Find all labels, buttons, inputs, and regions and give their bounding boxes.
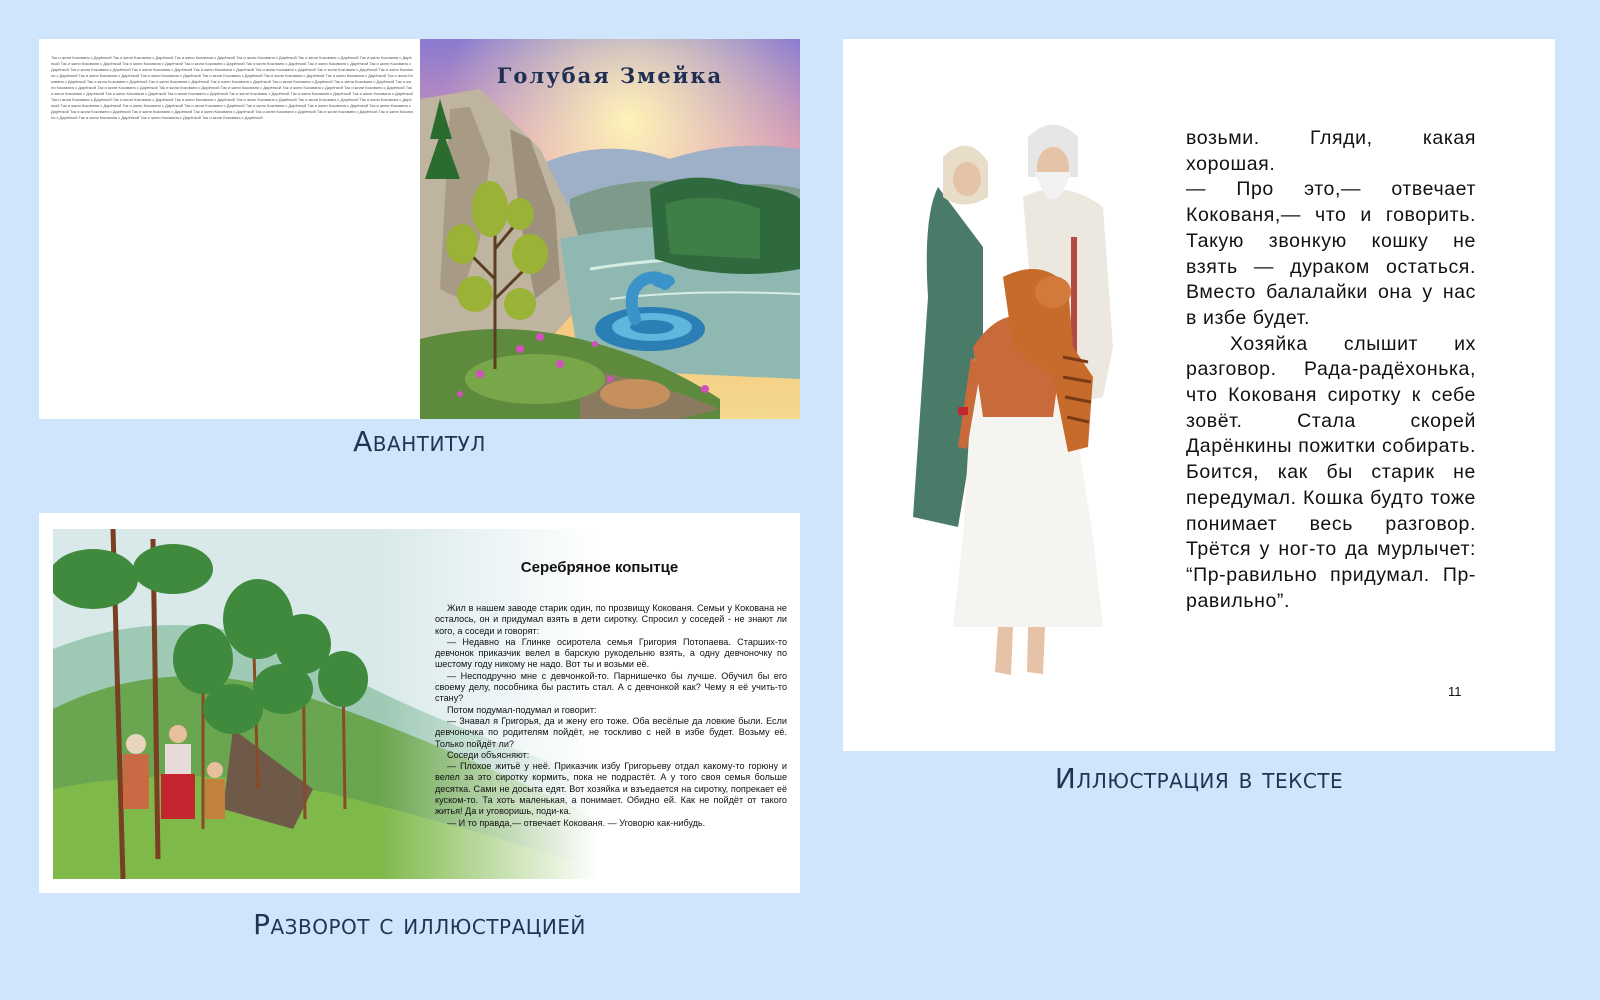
book-title: Голубая Змейка (496, 63, 724, 88)
caption-avantitul: Авантитул (353, 425, 486, 458)
body-paragraph: — Про это,— отвечает Кокованя,— что и говорить. Такую звонкую кошку не взять — дураком остаться. Вместо балалайки она у нас в избе будет. (1186, 178, 1476, 329)
body-paragraph: Хозяйка слышит их разговор. Рада-радёхонька, что Кокованя сиротку к себе зовёт. Стала скорей Дарёнкины пожитки собирать. Боится, как бы старик не передумал. Кошка будто тоже понимает весь разговор. Трётся у ног-то да мурлычет: “Пр-равильно придумал. Пр-равильно”. (1186, 332, 1476, 612)
avantitul-spread (39, 39, 800, 419)
story-paragraph: — Плохое житьё у неё. Приказчик избу Григорьеву отдал какому-то горюну и велел за это сиротку кормить, пока не подрастёт. А у того своя семья больше десятка. Сами не досыта едят. Вот хозяйка и взъедается на сиротку, попрекает её куском-то. Та хоть маленькая, а понимает. Обидно ей. Как не пойдёт от такого житья! Да и уговоришь, поди-ка. (435, 761, 787, 817)
placeholder-text: Так и жили Кокованя с Дарёнкой Так и жили Кокованя с Дарёнкой Так и жили Кокованя с Дарёнкой Так и жили Кокованя с Дарёнкой Так и жили Кокованя с Дарёнкой Так и жили Кокованя с Дарёнкой Так и жили Кокованя с Дарёнкой Так и жили Кокованя с Дарёнкой Так и жили Кокованя с Дарёнкой Так и жили Кокованя с Дарёнкой Так и жили Кокованя с Дарёнкой Так и жили Кокованя с Дарёнкой Так и жили Кокованя с Дарёнкой Так и жили Кокованя с Дарёнкой Так и жили Кокованя с Дарёнкой Так и жили Кокованя с Дарёнкой Так и жили Кокованя с Дарёнкой Так и жили Кокованя с Дарёнкой Так и жили Кокованя с Дарёнкой Так и жили Кокованя с Дарёнкой Так и жили Кокованя с Дарёнкой Так и жили Кокованя с Дарёнкой Так и жили Кокованя с Дарёнкой Так и жили Кокованя с Дарёнкой Так и жили Кокованя с Дарёнкой Так и жили Кокованя с Дарёнкой Так и жили Кокованя с Дарёнкой Так и жили Кокованя с Дарёнкой Так и жили Кокованя с Дарёнкой Так и жили Кокованя с Дарёнкой Так и жили Кокованя с Дарёнкой Так и жили Кокованя с Дарёнкой Так и жили Кокованя с Дарёнкой Так и жили Кокованя с Дарёнкой Так и жили Кокованя с Дарёнкой Так и жили Кокованя с Дарёнкой Так и жили Кокованя с Дарёнкой Так и жили Кокованя с Дарёнкой Так и жили Кокованя с Дарёнкой Так и жили Кокованя с Дарёнкой Так и жили Кокованя с Дарёнкой Так и жили Кокованя с Дарёнкой Так и жили Кокованя с Дарёнкой Так и жили Кокованя с Дарёнкой Так и жили Кокованя с Дарёнкой Так и жили Кокованя с Дарёнкой Так и жили Кокованя с Дарёнкой Так и жили Кокованя с Дарёнкой Так и жили Кокованя с Дарёнкой Так и жили Кокованя с Дарёнкой Так и жили Кокованя с Дарёнкой Так и жили Кокованя с Дарёнкой Так и жили Кокованя с Дарёнкой Так и жили Кокованя с Дарёнкой Так и жили Кокованя с Дарёнкой Так и жили Кокованя с Дарёнкой Так и жили Кокованя с Дарёнкой Так и жили Кокованя с Дарёнкой Так и жили Кокованя с Дарёнкой Так и жили Кокованя с Дарёнкой Так и жили Кокованя с Дарёнкой Так и жили Кокованя с Дарёнкой (51, 55, 413, 120)
page-number: 11 (1448, 684, 1462, 699)
story-paragraph: — Недавно на Глинке осиротела семья Григория Потопаева. Старших-то девчонок приказчик велел в барскую рукодельню взять, а одну девчоночку по шестому году никому не надо. Вот ты и возьми её. (435, 636, 787, 670)
story-paragraph: — Несподручно мне с девчонкой-то. Парнишечко бы лучше. Обучил бы его своему делу, пособника бы растить стал. А с девчонкой как? Чему я её учить-то стану? (435, 670, 787, 704)
caption-illustration: Иллюстрация в тексте (1054, 762, 1344, 795)
story-text (435, 603, 787, 829)
body-paragraph: возьми. Гляди, какая хорошая. (1186, 127, 1476, 175)
story-paragraph: Потом подумал-подумал и говорит: (447, 704, 597, 715)
story-paragraph: Соседи объясняют: (447, 749, 530, 760)
chapter-title: Серебряное копытце (520, 559, 679, 576)
spread-with-illustration (39, 513, 800, 893)
story-paragraph: — И то правда,— отвечает Кокованя. — Уговорю как-нибудь. (447, 817, 706, 828)
caption-spread: Разворот с иллюстрацией (253, 908, 586, 941)
page-body-text (1186, 126, 1476, 614)
snake-landscape-illustration (420, 39, 800, 419)
story-paragraph: — Знавал я Григорья, да и жену его тоже. Оба весёлые да ловкие были. Если девчоночка по родителям пойдёт, не тоскливо с ней в избе будет. Возьму её. Только пойдёт ли? (435, 715, 787, 749)
story-paragraph: Жил в нашем заводе старик один, по прозвищу Кокованя. Семьи у Кокована не осталось, он и придумал взять в дети сиротку. Спросил у соседей - не знают ли кого, а соседи и говорят: (435, 603, 787, 636)
family-with-cat-illustration (903, 117, 1143, 697)
illustrated-page (843, 39, 1555, 751)
